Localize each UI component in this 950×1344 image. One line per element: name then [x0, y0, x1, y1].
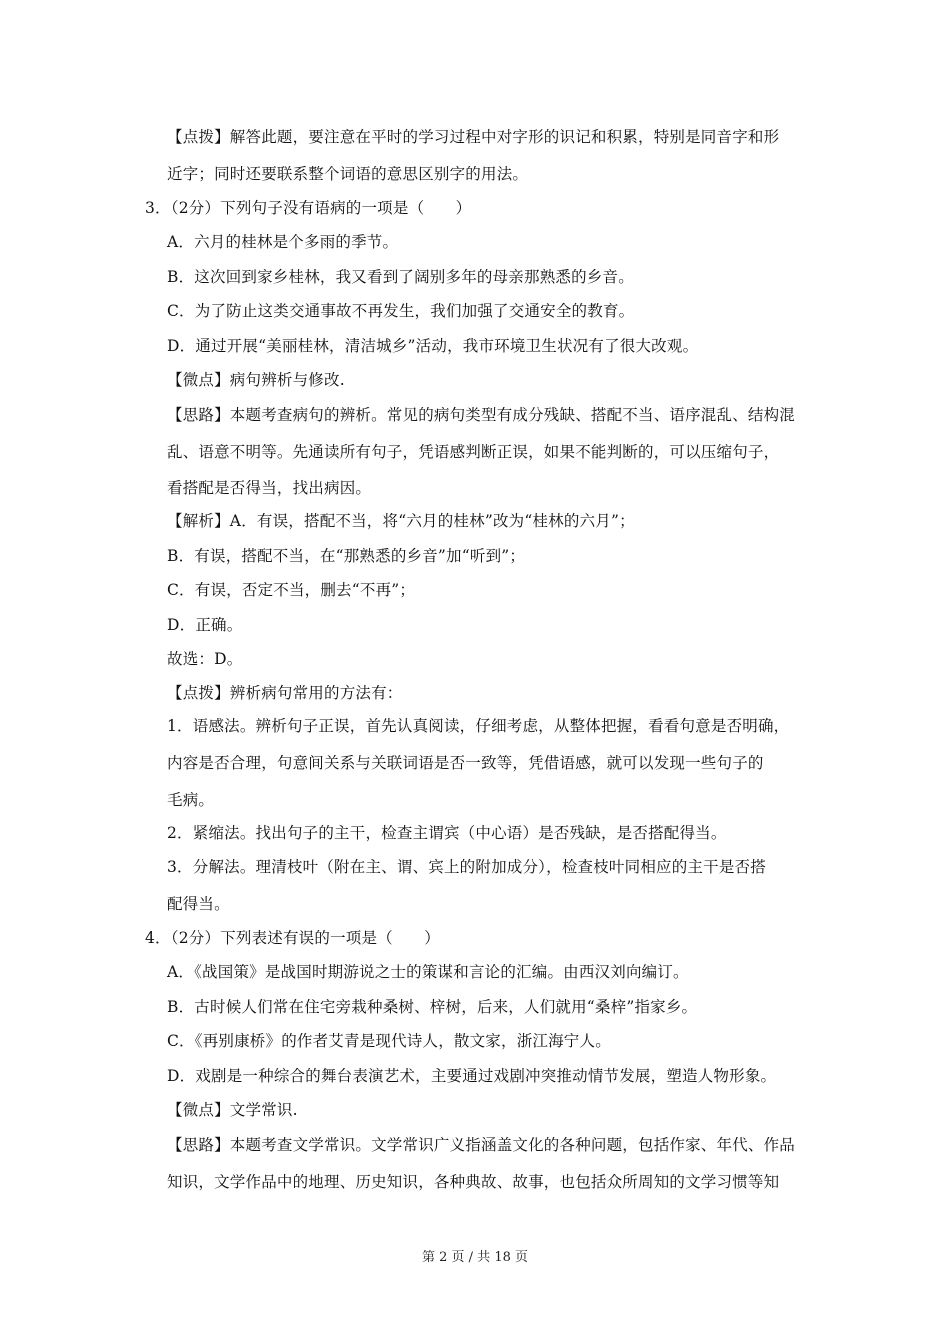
text-line: 【思路】本题考查病句的辨析。常见的病句类型有成分残缺、搭配不当、语序混乱、结构混 — [167, 406, 796, 424]
text-line: D．正确。 — [167, 616, 243, 634]
text-line: 配得当。 — [167, 895, 230, 913]
text-line: 【解析】A．有误，搭配不当，将“六月的桂林”改为“桂林的六月”； — [167, 512, 635, 530]
text-line: C．为了防止这类交通事故不再发生，我们加强了交通安全的教育。 — [167, 302, 635, 320]
text-line: C．有误，否定不当，删去“不再”； — [167, 581, 416, 599]
text-line: 知识，文学作品中的地理、历史知识，各种典故、故事，也包括众所周知的文学习惯等知 — [167, 1173, 780, 1191]
text-line: B．古时候人们常在住宅旁栽种桑树、梓树，后来，人们就用“桑梓”指家乡。 — [167, 998, 698, 1016]
text-line: C．《再别康桥》的作者艾青是现代诗人，散文家，浙江海宁人。 — [167, 1032, 611, 1050]
text-line: A．六月的桂林是个多雨的季节。 — [167, 233, 399, 251]
text-line: 【微点】文学常识. — [167, 1101, 298, 1119]
text-line: 2．紧缩法。找出句子的主干，检查主谓宾（中心语）是否残缺，是否搭配得当。 — [167, 824, 727, 842]
text-line: 【微点】病句辨析与修改. — [167, 371, 345, 389]
text-line: A．《战国策》是战国时期游说之士的策谋和言论的汇编。由西汉刘向编订。 — [167, 963, 689, 981]
text-line: 3．（2分）下列句子没有语病的一项是（ ） — [145, 199, 472, 217]
page-number-label: 第 2 页 / 共 18 页 — [422, 1250, 528, 1265]
text-line: 毛病。 — [167, 791, 215, 809]
text-line: 看搭配是否得当，找出病因。 — [167, 479, 372, 497]
text-line: 近字；同时还要联系整个词语的意思区别字的用法。 — [167, 165, 529, 183]
text-line: B．有误，搭配不当，在“那熟悉的乡音”加“听到”； — [167, 547, 526, 565]
page-footer — [0, 1246, 950, 1265]
text-line: 故选：D。 — [167, 650, 243, 668]
text-line: B．这次回到家乡桂林，我又看到了阔别多年的母亲那熟悉的乡音。 — [167, 268, 634, 286]
text-line: 4．（2分）下列表述有误的一项是（ ） — [145, 929, 440, 947]
text-line: D．通过开展“美丽桂林，清洁城乡”活动，我市环境卫生状况有了很大改观。 — [167, 337, 699, 355]
text-line: 乱、语意不明等。先通读所有句子，凭语感判断正误，如果不能判断的，可以压缩句子， — [167, 443, 780, 461]
text-line: 内容是否合理，句意间关系与关联词语是否一致等，凭借语感，就可以发现一些句子的 — [167, 754, 764, 772]
text-line: 3．分解法。理清枝叶（附在主、谓、宾上的附加成分），检查枝叶同相应的主干是否搭 — [167, 858, 766, 876]
text-line: 【点拨】辨析病句常用的方法有： — [167, 684, 403, 702]
text-line: 【点拨】解答此题，要注意在平时的学习过程中对字形的识记和积累，特别是同音字和形 — [167, 128, 780, 146]
text-line: 【思路】本题考查文学常识。文学常识广义指涵盖文化的各种问题，包括作家、年代、作品 — [167, 1136, 796, 1154]
text-line: D．戏剧是一种综合的舞台表演艺术，主要通过戏剧冲突推动情节发展，塑造人物形象。 — [167, 1067, 777, 1085]
text-line: 1．语感法。辨析句子正误，首先认真阅读，仔细考虑，从整体把握，看看句意是否明确， — [167, 717, 790, 735]
